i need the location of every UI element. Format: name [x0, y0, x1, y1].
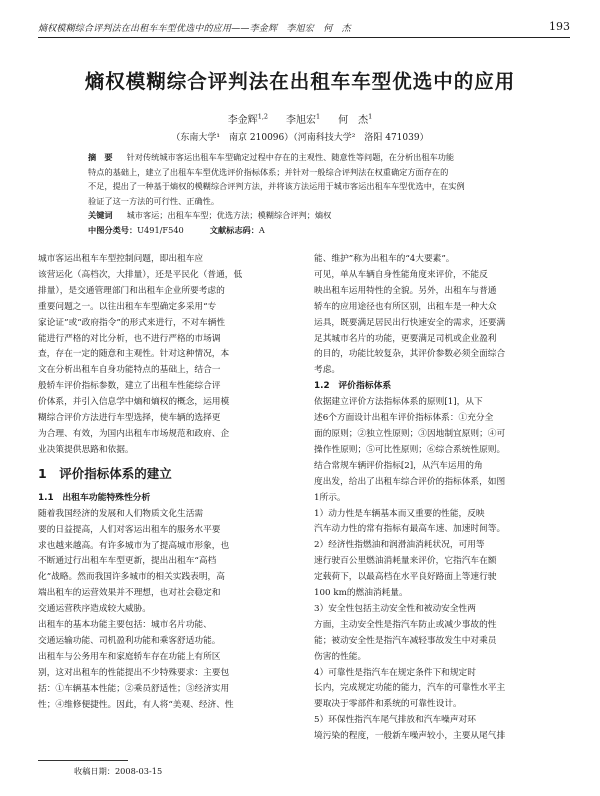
body-line: 的目的，功能比较复杂，其评价参数必须全面综合 — [314, 349, 506, 360]
page-number: 193 — [549, 20, 570, 33]
classification-line — [88, 223, 526, 238]
abstract-line: 验证了这一方法的可行性、正确性。 — [88, 195, 220, 206]
abstract-block — [88, 150, 526, 238]
list-item-line: 100 km的燃油消耗量。 — [314, 588, 408, 599]
keywords-label: 关键词 — [88, 210, 113, 221]
body-line: 度出发，给出了出租车综合评价的指标体系，如图 — [314, 476, 506, 487]
list-item-line: 3）安全性包括主动安全性和被动安全性两 — [314, 603, 476, 614]
body-line: 括：①车辆基本性能；②乘员舒适性；③经济实用 — [38, 683, 230, 694]
body-line: 依据建立评价方法指标体系的原则[1]，从下 — [314, 397, 483, 408]
body-line: 端出租车的运营效果并不理想，也对社会稳定和 — [38, 588, 221, 599]
body-line: 文在分析出租车自身功能特点的基础上，结合一 — [38, 365, 221, 376]
list-item-line: 速行驶百公里燃油消耗量来评价，它指汽车在额 — [314, 556, 497, 567]
document-code-label: 文献标志码： — [209, 224, 259, 235]
classification-value: U491/F540 — [137, 224, 184, 235]
body-line: 映出租车运用特性的全貌。另外，出租车与普通 — [314, 285, 497, 296]
paper-title: 熵权模糊综合评判法在出租车车型优选中的应用 — [84, 70, 516, 93]
body-line: 家论证”或“政府指令”的形式来进行，不对车辆性 — [38, 317, 226, 328]
list-item-line: 汽车动力性的常有指标有最高车速、加速时间等。 — [314, 524, 506, 535]
body-line: 交通运输功能、司机盈利功能和乘客舒适功能。 — [38, 635, 221, 646]
list-item-line: 能；被动安全性是指汽车减轻事故发生中对乘员 — [314, 635, 497, 646]
received-date-value: 2008-03-15 — [114, 766, 163, 776]
body-line: 能、维护”称为出租车的“4大要素”。 — [314, 254, 455, 264]
list-item-line: 1）动力性是车辆基本而又重要的性能，反映 — [314, 508, 485, 519]
list-item-line: 伤害的性能。 — [314, 651, 367, 662]
subsection-heading: 1.2 评价指标体系 — [314, 381, 392, 392]
body-line: 为合理、有效，为国内出租车市场规范和政府、企 — [38, 428, 230, 439]
right-column — [314, 252, 568, 745]
author-name: 何 杰 — [338, 115, 369, 126]
body-line: 轿车的应用途径也有所区别，出租车是一种大众 — [314, 301, 497, 312]
body-line: 述6个方面设计出租车评价指标体系：①充分全 — [314, 413, 494, 424]
affiliations: （东南大学¹ 南京 210096）（河南科技大学² 洛阳 471039） — [171, 133, 429, 143]
abstract-text: 针对传统城市客运出租车车型确定过程中存在的主观性、随意性等问题，在分析出租车功能 — [126, 152, 455, 162]
body-line: 面的原则；②独立性原则；③因地制宜原则；④可 — [314, 428, 506, 439]
body-line: 该营运化（高档次，大排量），还是平民化（普通，低 — [38, 269, 243, 280]
body-line: 排量），是交通管理部门和出租车企业所要考虑的 — [38, 285, 225, 296]
body-line: 性；④维修便捷性。因此，有人将“美观、经济、性 — [38, 699, 234, 710]
body-line: 运具，既要满足居民出行快速安全的需求，还要满 — [314, 317, 506, 328]
list-item-line: 4）可靠性是指汽车在规定条件下和规定时 — [314, 667, 476, 678]
author-affiliation-mark: 1 — [316, 112, 321, 121]
body-line: 操作性原则；⑤可比性原则；⑥综合系统性原则。 — [314, 444, 506, 455]
author-name: 李旭宏 — [286, 115, 317, 126]
list-item-line: 长内，完成规定功能的能力，汽车的可靠性水平主 — [314, 683, 506, 694]
received-date-label: 收稿日期： — [74, 766, 115, 776]
body-line: 考虑。 — [314, 365, 341, 376]
body-line: 随着我国经济的发展和人们物质文化生活需 — [38, 508, 204, 519]
body-line: 出租车与公务用车和家庭轿车存在功能上有所区 — [38, 651, 221, 662]
body-line: 交通运营秩序造成较大威胁。 — [38, 604, 151, 615]
body-line: 化”战略。然而我国许多城市的相关实践表明，高 — [38, 572, 225, 583]
body-line: 查，存在一定的随意和主观性。针对这种情况，本 — [38, 349, 230, 360]
abstract-line — [88, 150, 526, 165]
document-code-value: A — [258, 224, 265, 235]
body-line: 要的日益提高，人们对客运出租车的服务水平要 — [38, 524, 221, 535]
left-column — [38, 252, 292, 713]
body-line: 结合常规车辆评价指标[2]，从汽车运用的角 — [314, 460, 483, 471]
body-line: 能进行严格的对比分析，也不进行严格的市场调 — [38, 333, 221, 344]
body-line: 1所示。 — [314, 492, 346, 503]
body-line: 重要问题之一。以往出租车车型确定多采用“专 — [38, 301, 217, 312]
running-title: 熵权模糊综合评判法在出租车车型优选中的应用——李金辉 李旭宏 何 杰 — [38, 24, 351, 34]
subsection-heading: 1.1 出租车功能特殊性分析 — [38, 492, 151, 503]
body-line: 般轿车评价指标参数，建立了出租车性能综合评 — [38, 381, 221, 392]
section-heading: 1 评价指标体系的建立 — [38, 465, 172, 481]
body-line: 价体系，并引入信息学中熵和熵权的概念，运用模 — [38, 397, 230, 408]
keywords-line — [88, 208, 526, 223]
abstract-line: 不足，提出了一种基于熵权的模糊综合评判方法，并将该方法运用于城市客运出租车车型优选中，在实例 — [88, 181, 465, 192]
author-affiliation-mark: 1 — [368, 112, 373, 121]
abstract-line: 特点的基础上，建立了出租车车型优选评价指标体系；并针对一般综合评判法在权重确定方面存在的 — [88, 166, 449, 177]
list-item-line: 方面，主动安全性是指汽车防止或减少事故的性 — [314, 619, 497, 630]
body-line: 别，这对出租车的性能提出不少特殊要求：主要包 — [38, 667, 230, 678]
footnote-rule — [38, 760, 128, 761]
footnote — [74, 766, 162, 777]
list-item-line: 5）环保性指汽车尾气排放和汽车噪声对环 — [314, 715, 476, 726]
abstract-label: 摘 要 — [88, 152, 113, 162]
body-line: 可见，单从车辆自身性能角度来评价，不能反 — [314, 269, 488, 280]
body-line: 不断通过行出租车车型更新，提出出租车“高档 — [38, 556, 217, 567]
body-line: 出租车的基本功能主要包括：城市名片功能、 — [38, 620, 212, 631]
list-item-line: 定载荷下，以最高档在水平良好路面上等速行驶 — [314, 572, 497, 583]
list-item-line: 要取决于零部件和系统的可靠性设计。 — [314, 699, 462, 710]
body-line: 求也越来越高。有许多城市为了提高城市形象，也 — [38, 540, 230, 551]
keywords-text: 城市客运；出租车车型；优选方法；模糊综合评判；熵权 — [126, 210, 332, 221]
running-head — [38, 20, 570, 38]
author-affiliation-mark: 1,2 — [257, 112, 269, 121]
list-item-line: 2）经济性指燃油和润滑油消耗状况，可用等 — [314, 540, 485, 551]
classification-label: 中图分类号： — [88, 224, 138, 235]
author-name: 李金辉 — [227, 115, 258, 126]
body-line: 足其城市名片的功能，更要满足司机或企业盈利 — [314, 333, 497, 344]
author-line — [0, 111, 600, 126]
body-line: 糊综合评价方法进行车型选择，使车辆的选择更 — [38, 413, 221, 424]
body-line: 城市客运出租车车型控制问题，即出租车应 — [38, 254, 204, 264]
body-line: 业决策提供思路和依据。 — [38, 444, 134, 455]
list-item-line: 境污染的程度，一般新车噪声较小，主要从尾气排 — [314, 731, 506, 742]
